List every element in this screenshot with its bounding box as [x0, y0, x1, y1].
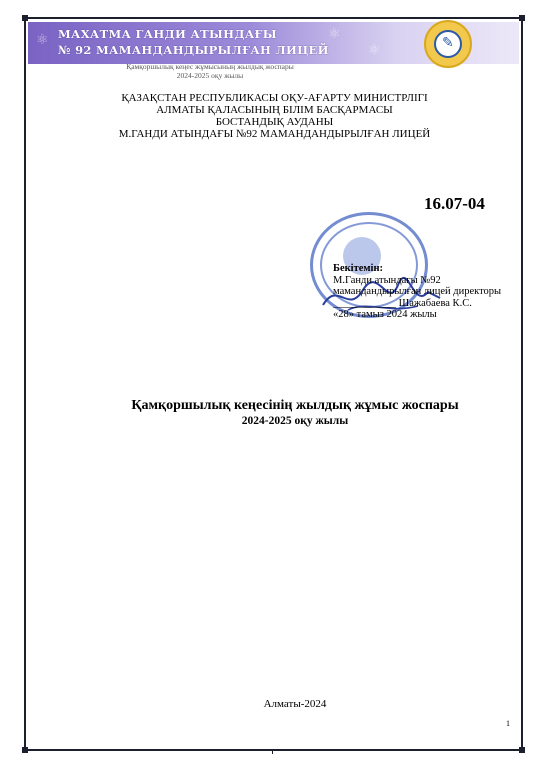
approval-date: «28» тамыз 2024 жылы: [333, 309, 437, 320]
frame-tick: [272, 749, 273, 754]
atom-icon: ⚛: [368, 43, 381, 58]
document-code: 16.07-04: [424, 194, 485, 213]
header-subtitle-1: Қамқоршылық кеңес жұмысының жылдық жоспары: [126, 62, 294, 71]
banner-line-2: № 92 МАМАНДАНДЫРЫЛҒАН ЛИЦЕЙ: [58, 43, 329, 57]
city-year: Алматы-2024: [263, 698, 327, 710]
lyceum-line: М.ГАНДИ АТЫНДАҒЫ №92 МАМАНДАНДЫРЫЛҒАН ЛИЦЕЙ: [118, 128, 431, 140]
header-subtitle-2: 2024-2025 оқу жылы: [176, 71, 244, 80]
frame-corner: [22, 747, 28, 753]
lyceum-logo-icon: [424, 20, 472, 68]
approval-block: [333, 263, 501, 321]
approval-line-3: ____________ Шажабаева К.С.: [333, 297, 472, 309]
approval-heading: Бекітемін:: [333, 263, 384, 274]
book-icon: ✎: [442, 35, 454, 51]
document-title: Қамқоршылық кеңесінің жылдық жұмыс жоспары: [131, 398, 459, 413]
frame-corner: [519, 15, 525, 21]
academic-year: 2024-2025 оқу жылы: [241, 415, 349, 427]
education-dept-line: АЛМАТЫ ҚАЛАСЫНЫҢ БІЛІМ БАСҚАРМАСЫ: [156, 104, 393, 116]
ministry-line: ҚАЗАҚСТАН РЕСПУБЛИКАСЫ ОҚУ-АҒАРТУ МИНИСТРЛІГІ: [121, 92, 428, 104]
approval-line-1: М.Ганди атындағы №92: [333, 274, 441, 286]
frame-corner: [519, 747, 525, 753]
banner-line-1: МАХАТМА ГАНДИ АТЫНДАҒЫ: [58, 27, 277, 41]
approval-line-2: мамандандырылған лицей директоры: [333, 286, 502, 297]
district-line: БОСТАНДЫҚ АУДАНЫ: [215, 116, 334, 128]
atom-icon: ⚛: [328, 27, 341, 42]
banner-title: [58, 26, 329, 58]
atom-icon: ⚛: [36, 33, 49, 48]
page-number: 1: [506, 719, 510, 728]
logo-inner: [434, 30, 462, 58]
frame-corner: [22, 15, 28, 21]
